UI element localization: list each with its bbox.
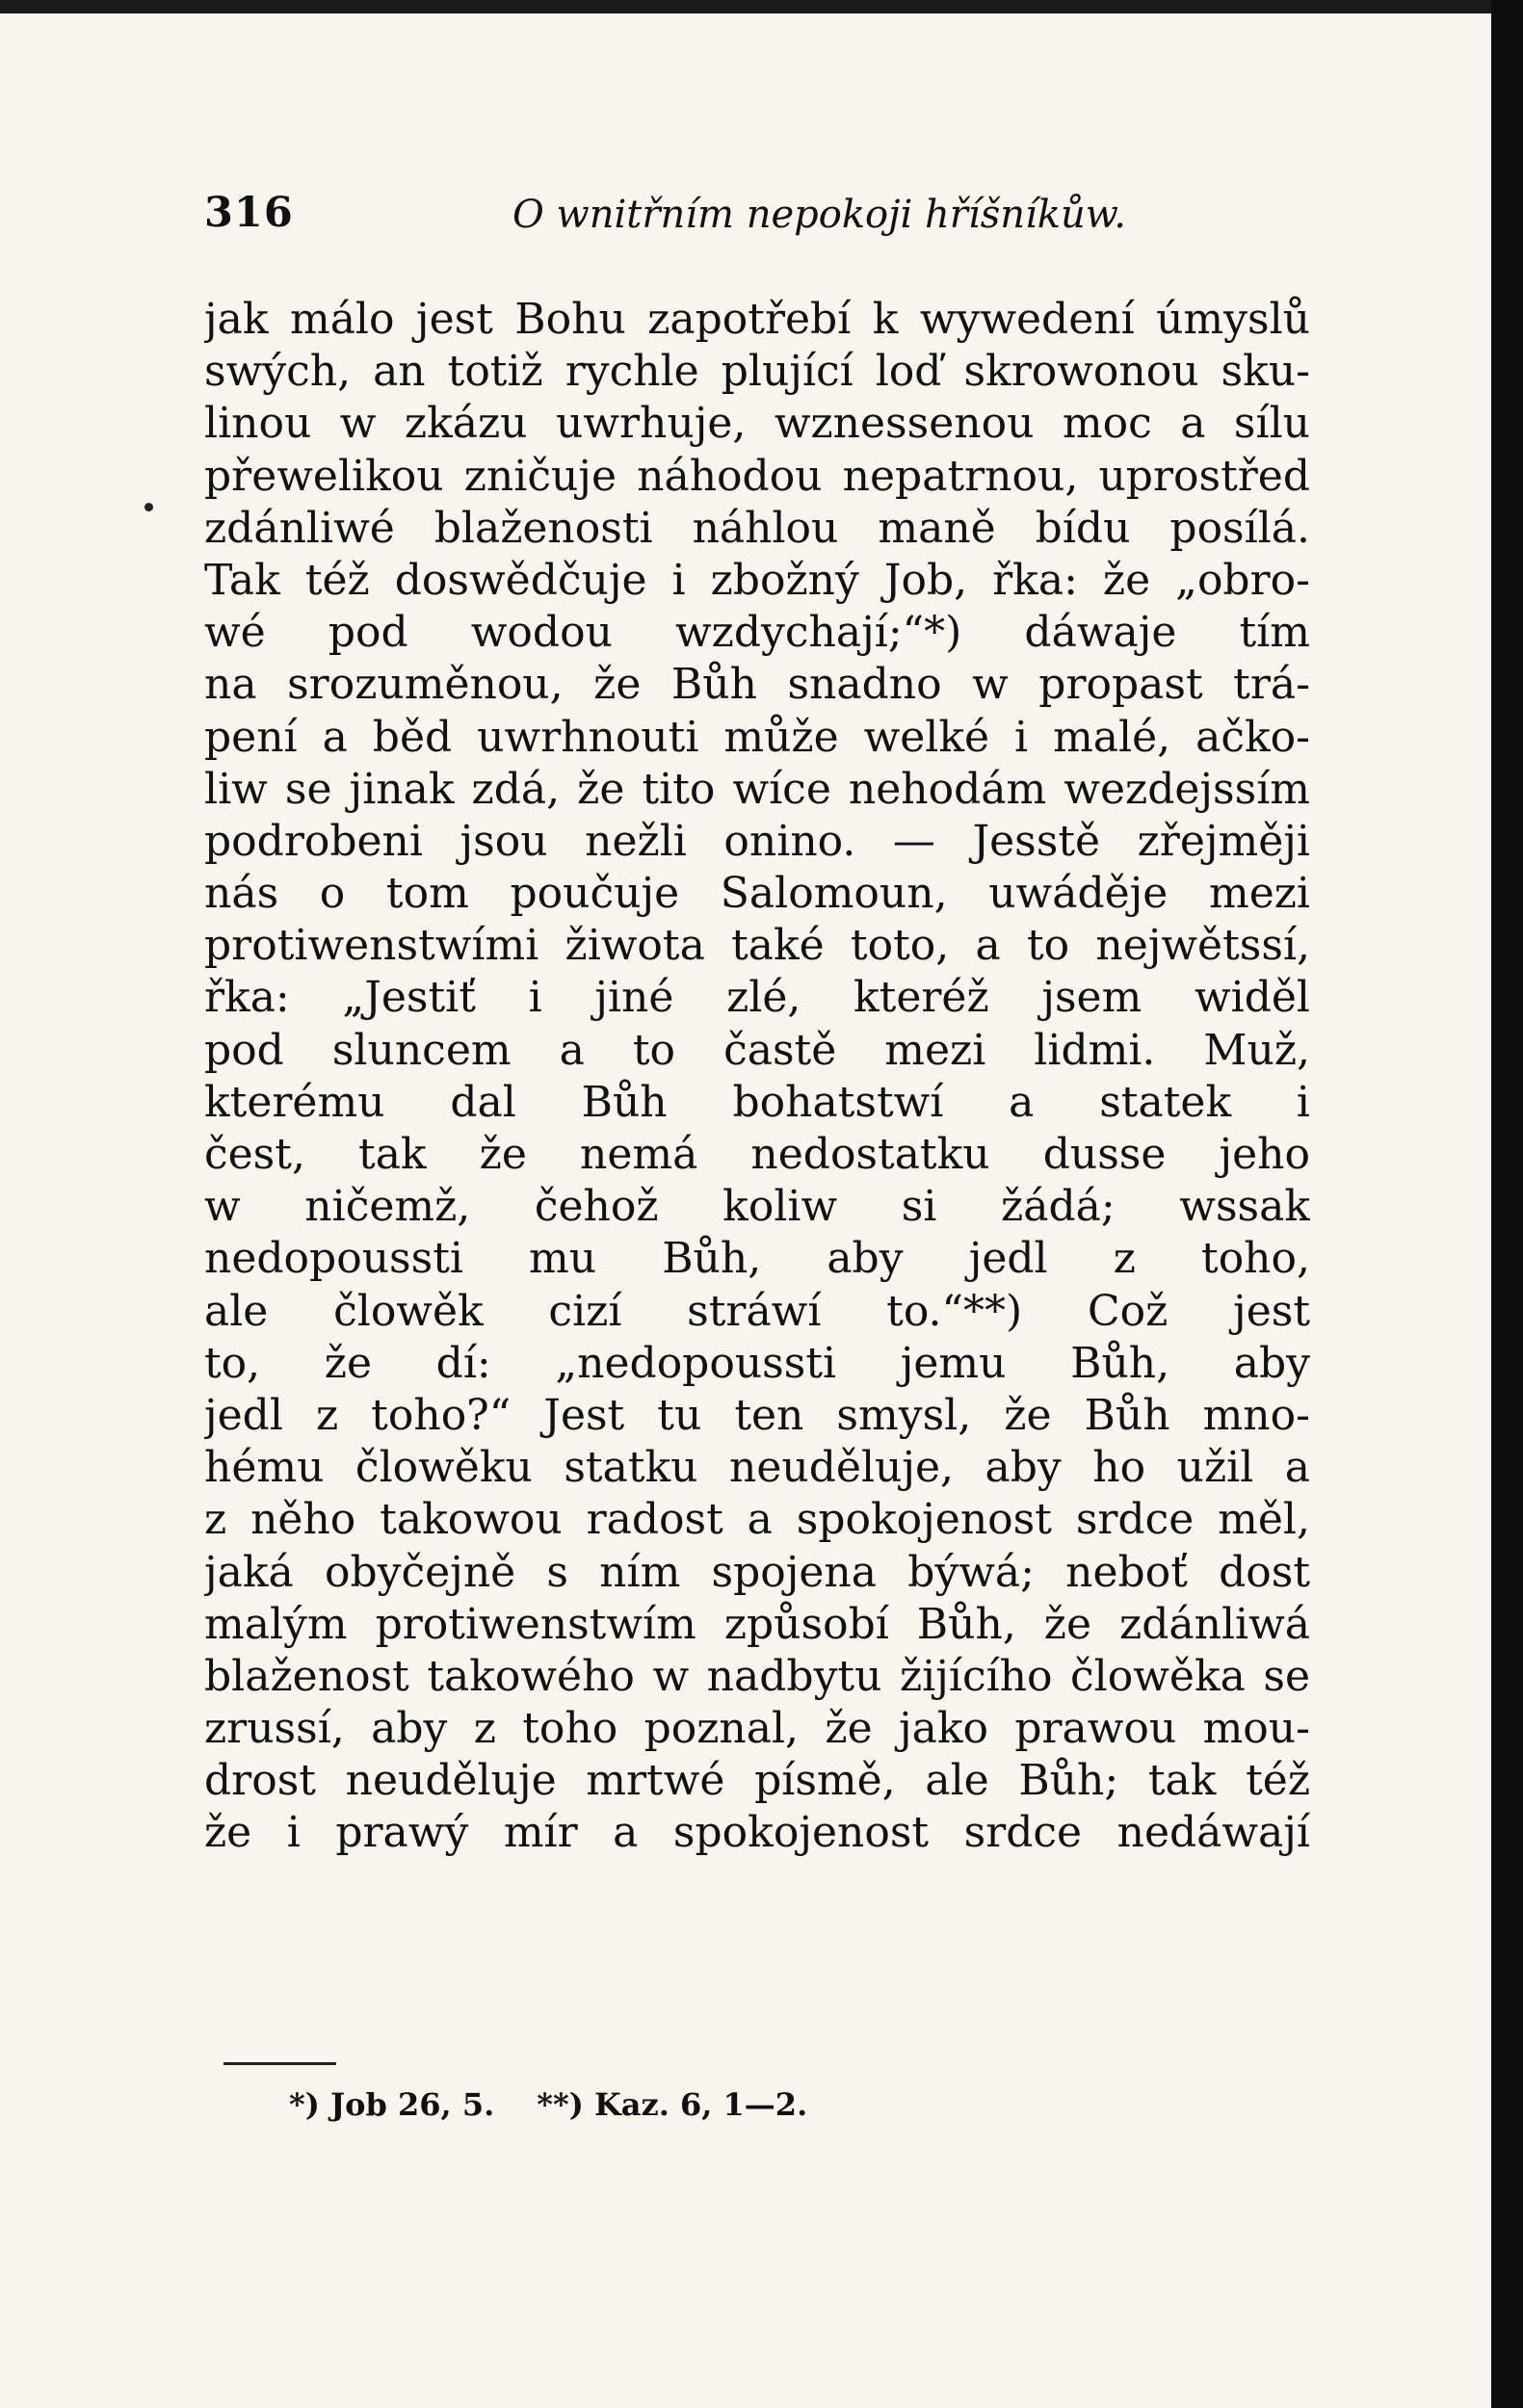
text-line: hému člowěku statku neuděluje, aby ho užil a (204, 1443, 1310, 1493)
text-line: že i prawý mír a spokojenost srdce nedáwají (204, 1808, 1310, 1858)
text-line: zdánliwé blaženosti náhlou maně bídu posílá. (204, 503, 1310, 553)
footnote-1: *) Job 26, 5. (289, 2086, 495, 2123)
text-line: pení a běd uwrhnouti může welké i malé, ačko- (204, 712, 1310, 762)
margin-mark (144, 503, 153, 511)
text-line: ale člowěk cizí stráwí to.“**) Což jest (204, 1286, 1310, 1336)
text-line: protiwenstwími žiwota také toto, a to nejwětssí, (204, 921, 1310, 971)
text-line: blaženost takowého w nadbytu žijícího člowěka se (204, 1651, 1310, 1701)
text-line: jak málo jest Bohu zapotřebí k wywedení úmyslů (204, 295, 1310, 344)
text-line: w ničemž, čehož koliw si žádá; wssak (204, 1182, 1310, 1232)
text-line: kterému dal Bůh bohatstwí a statek i (204, 1077, 1310, 1127)
footnotes (289, 2086, 807, 2123)
page-header (204, 189, 1312, 247)
footnote-2: **) Kaz. 6, 1—2. (537, 2086, 808, 2123)
text-line: z něho takowou radost a spokojenost srdce měl, (204, 1495, 1310, 1545)
text-line: na srozuměnou, že Bůh snadno w propast trá- (204, 660, 1310, 710)
text-line: malým protiwenstwím způsobí Bůh, že zdánliwá (204, 1599, 1310, 1649)
text-line: přewelikou zničuje náhodou nepatrnou, uprostřed (204, 451, 1310, 501)
text-line: to, že dí: „nedopoussti jemu Bůh, aby (204, 1338, 1310, 1388)
text-line: swých, an totiž rychle plující loď skrowonou sku- (204, 347, 1310, 397)
text-line: řka: „Jestiť i jiné zlé, kteréž jsem widěl (204, 973, 1310, 1023)
scan-top-edge (0, 0, 1491, 13)
text-line: podrobeni jsou nežli onino. — Jesstě zřejměji (204, 816, 1310, 866)
text-line: čest, tak že nemá nedostatku dusse jeho (204, 1130, 1310, 1179)
text-line: nás o tom poučuje Salomoun, uwáděje mezi (204, 869, 1310, 919)
text-line: zrussí, aby z toho poznal, že jako prawou mou- (204, 1704, 1310, 1754)
scan-right-edge (1491, 0, 1523, 2408)
text-line: nedopoussti mu Bůh, aby jedl z toho, (204, 1234, 1310, 1284)
text-line: liw se jinak zdá, že tito wíce nehodám wezdejssím (204, 764, 1310, 814)
text-line: pod sluncem a to častě mezi lidmi. Muž, (204, 1025, 1310, 1075)
text-line: drost neuděluje mrtwé písmě, ale Bůh; tak též (204, 1756, 1310, 1806)
body-text (204, 294, 1310, 1860)
text-line: jaká obyčejně s ním spojena býwá; neboť dost (204, 1547, 1310, 1597)
page-number: 316 (204, 189, 294, 237)
text-line: jedl z toho?“ Jest tu ten smysl, že Bůh mno- (204, 1390, 1310, 1440)
text-line: linou w zkázu uwrhuje, wznessenou moc a sílu (204, 399, 1310, 449)
footnote-rule (223, 2062, 336, 2065)
text-line: Tak též doswědčuje i zbožný Job, řka: že „obro- (204, 555, 1310, 605)
text-line: wé pod wodou wzdychají;“*) dáwaje tím (204, 608, 1310, 658)
running-title: O wnitřním nepokoji hříšníkůw. (512, 193, 1127, 237)
